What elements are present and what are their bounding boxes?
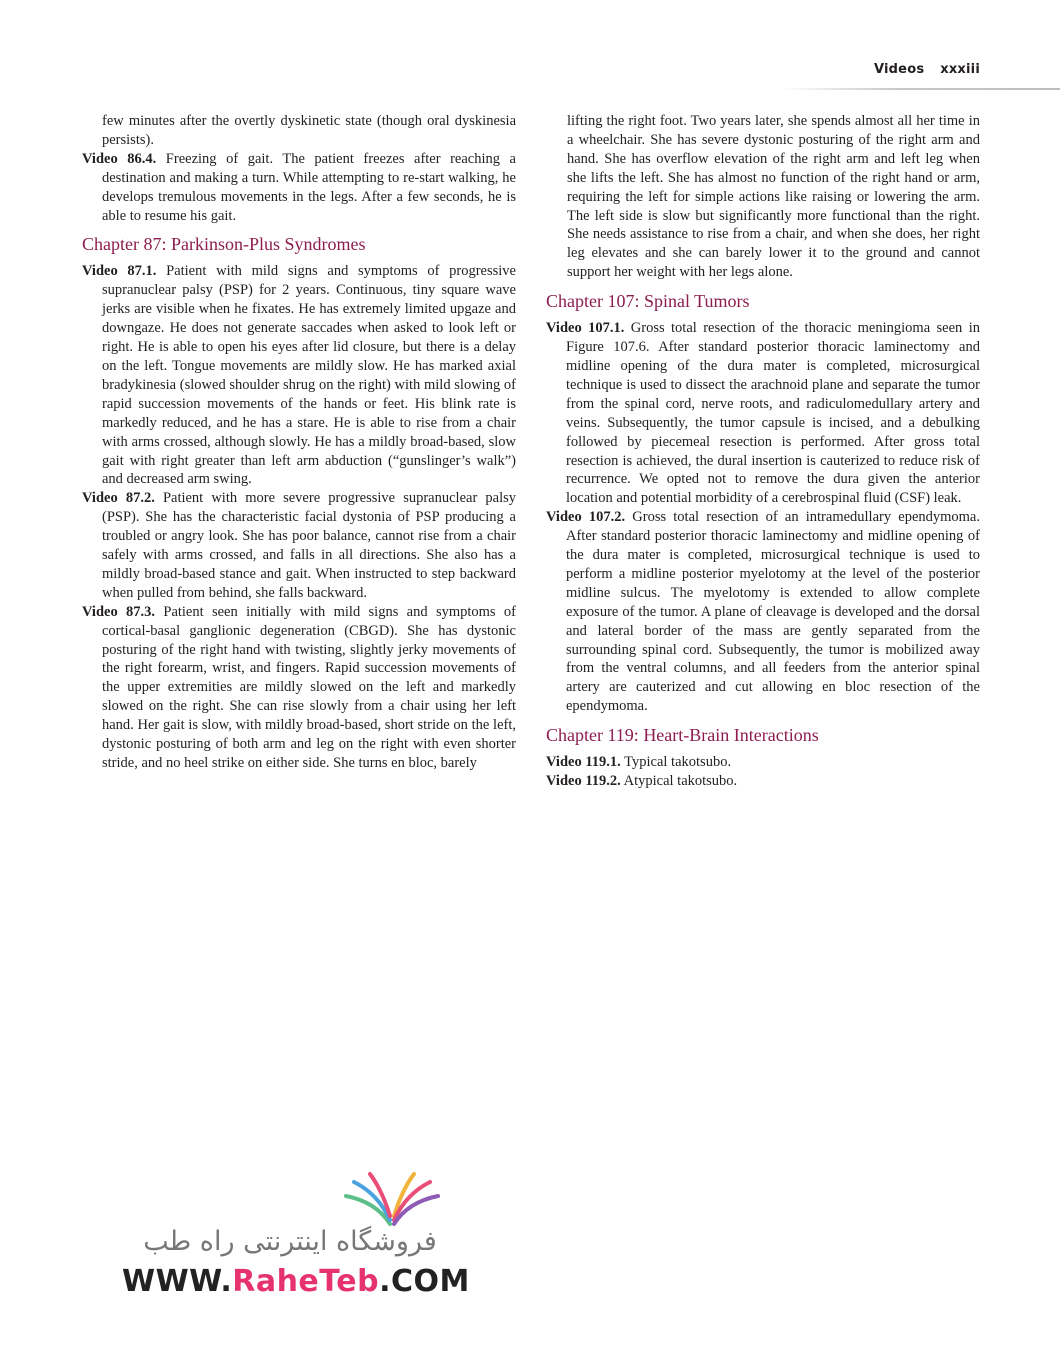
video-87-3-continuation: lifting the right foot. Two years later, she spends almost all her time in a wheelchair. She has severe dystonic posturing of the right arm and hand. She has overflow elevation of the right arm and left leg when she lifts the left. She has almost no function of the right hand or arm, requiring the left for simple actions like raising or lowering the arm. The left side is slow but significantly more functional than the right. She needs assistance to rise from a chair, and when she does, her right leg elevates and she can barely lower it to the ground and cannot support her weight with her legs alone. bbox=[567, 113, 980, 281]
video-119-1-entry bbox=[546, 753, 980, 772]
section-title: Videos bbox=[873, 62, 925, 77]
video-119-2-entry bbox=[546, 772, 980, 791]
video-label: Video 119.2. bbox=[546, 773, 621, 790]
video-label: Video 87.3. bbox=[82, 603, 156, 620]
video-description: Gross total resection of an intramedullary ependymoma. After standard posterior thoracic laminectomy and midline opening of the dura mater is completed, microsurgical technique is used to perform a midline posterior myelotomy at the level of the posterior midline sulcus. The myelotomy is extended to allow complete exposure of the tumor. A plane of cleavage is developed and the dorsal and lateral border of the mass are gently separated from the surrounding spinal cord. Subsequently, the tumor is mobilized away from the ventral columns, and all feeders from the anterior spinal artery are cauterized and cut allowing en bloc resection of the ependymoma. bbox=[566, 509, 980, 715]
video-description: Typical takotsubo. bbox=[620, 754, 732, 771]
video-107-2-entry bbox=[546, 508, 980, 716]
left-column bbox=[82, 112, 516, 773]
header-rule bbox=[780, 88, 1060, 90]
video-86-4-entry bbox=[82, 150, 516, 226]
url-brand: RaheTeb bbox=[232, 1264, 380, 1299]
video-86-4-continuation: few minutes after the overtly dyskinetic state (though oral dyskinesia persists). bbox=[102, 113, 516, 148]
video-description: Patient seen initially with mild signs and symptoms of cortical-basal ganglionic degeneration (CBGD). She has dystonic posturing of the right hand with twisting, slightly jerky movements of the right forearm, wrist, and fingers. Rapid succession movements of the upper extremities are mildly slowed on the left and markedly slowed on the right. She can rise slowly from a chair using her left hand. Her gait is slow, with mildly broad-based, short stride on the left, dystonic posturing of both arm and leg on the right with even shorter stride, and no heel strike on either side. She turns en bloc, barely bbox=[102, 603, 516, 771]
open-book-icon bbox=[332, 1168, 452, 1228]
video-87-2-entry bbox=[82, 489, 516, 602]
url-prefix: WWW. bbox=[122, 1264, 233, 1299]
video-label: Video 119.1. bbox=[546, 754, 621, 771]
page-number: xxxiii bbox=[940, 62, 980, 77]
video-description: Patient with more severe progressive supranuclear palsy (PSP). She has the characteristic facial dystonia of PSP producing a troubled or angry look. She has poor balance, cannot rise from a chair safely with arms crossed, and falls in all directions. She also has a mildly broad-based stance and gait. When instructed to step backward when pulled from behind, she falls backward. bbox=[102, 490, 516, 601]
video-description: Atypical takotsubo. bbox=[620, 773, 738, 790]
chapter-107-heading: Chapter 107: Spinal Tumors bbox=[546, 291, 750, 312]
chapter-119-heading: Chapter 119: Heart-Brain Interactions bbox=[546, 725, 819, 746]
watermark-logo bbox=[110, 1168, 470, 1308]
video-87-3-entry bbox=[82, 603, 516, 773]
watermark-url bbox=[122, 1264, 470, 1299]
watermark-persian-text: فروشگاه اینترنتی راه طب bbox=[143, 1226, 437, 1257]
video-label: Video 87.2. bbox=[82, 490, 155, 507]
video-label: Video 107.2. bbox=[546, 509, 626, 526]
video-description: Freezing of gait. The patient freezes after reaching a destination and making a turn. While attempting to re-start walking, he develops tremulous movements in the legs. After a few seconds, he is able to resume his gait. bbox=[102, 150, 516, 224]
video-label: Video 86.4. bbox=[82, 150, 157, 167]
video-label: Video 87.1. bbox=[82, 263, 157, 280]
video-label: Video 107.1. bbox=[546, 320, 625, 337]
video-107-1-entry bbox=[546, 319, 980, 508]
right-column bbox=[546, 112, 980, 791]
running-head bbox=[874, 62, 980, 77]
video-description: Gross total resection of the thoracic meningioma seen in Figure 107.6. After standard posterior thoracic laminectomy and midline opening of the dura mater is completed, microsurgical technique is used to dissect the arachnoid plane and separate the tumor from the spinal cord, nerve roots, and radiculomedullary artery and veins. Subsequently, the tumor capsule is incised, and a debulking followed by piecemeal resection is performed. After gross total resection is achieved, the dural insertion is cauterized to reduce risk of recurrence. We opted not to remove the dura given the anterior location and potential morbidity of a cerebrospinal fluid (CSF) leak. bbox=[566, 320, 980, 507]
chapter-87-heading: Chapter 87: Parkinson-Plus Syndromes bbox=[82, 234, 366, 255]
video-description: Patient with mild signs and symptoms of progressive supranuclear palsy (PSP) for 2 years. Continuous, tiny square wave jerks are visible when he fixates. He has extremely limited upgaze and downgaze. He does not generate saccades when asked to look left or right. He is able to open his eyes after lid closure, but there is a delay on the left. Tongue movements are mildly slow. He has marked axial bradykinesia (slowed shoulder shrug on the right) with mild slowing of rapid succession movements of the hands or feet. His blink rate is markedly reduced, and he has a stare. He is able to rise from a chair with arms crossed, although slowly. He has a mildly broad-based, slow gait with right greater than left arm abduction (“gunslinger’s walk”) and decreased arm swing. bbox=[102, 263, 516, 488]
url-suffix: .COM bbox=[379, 1264, 470, 1299]
video-87-1-entry bbox=[82, 262, 516, 489]
